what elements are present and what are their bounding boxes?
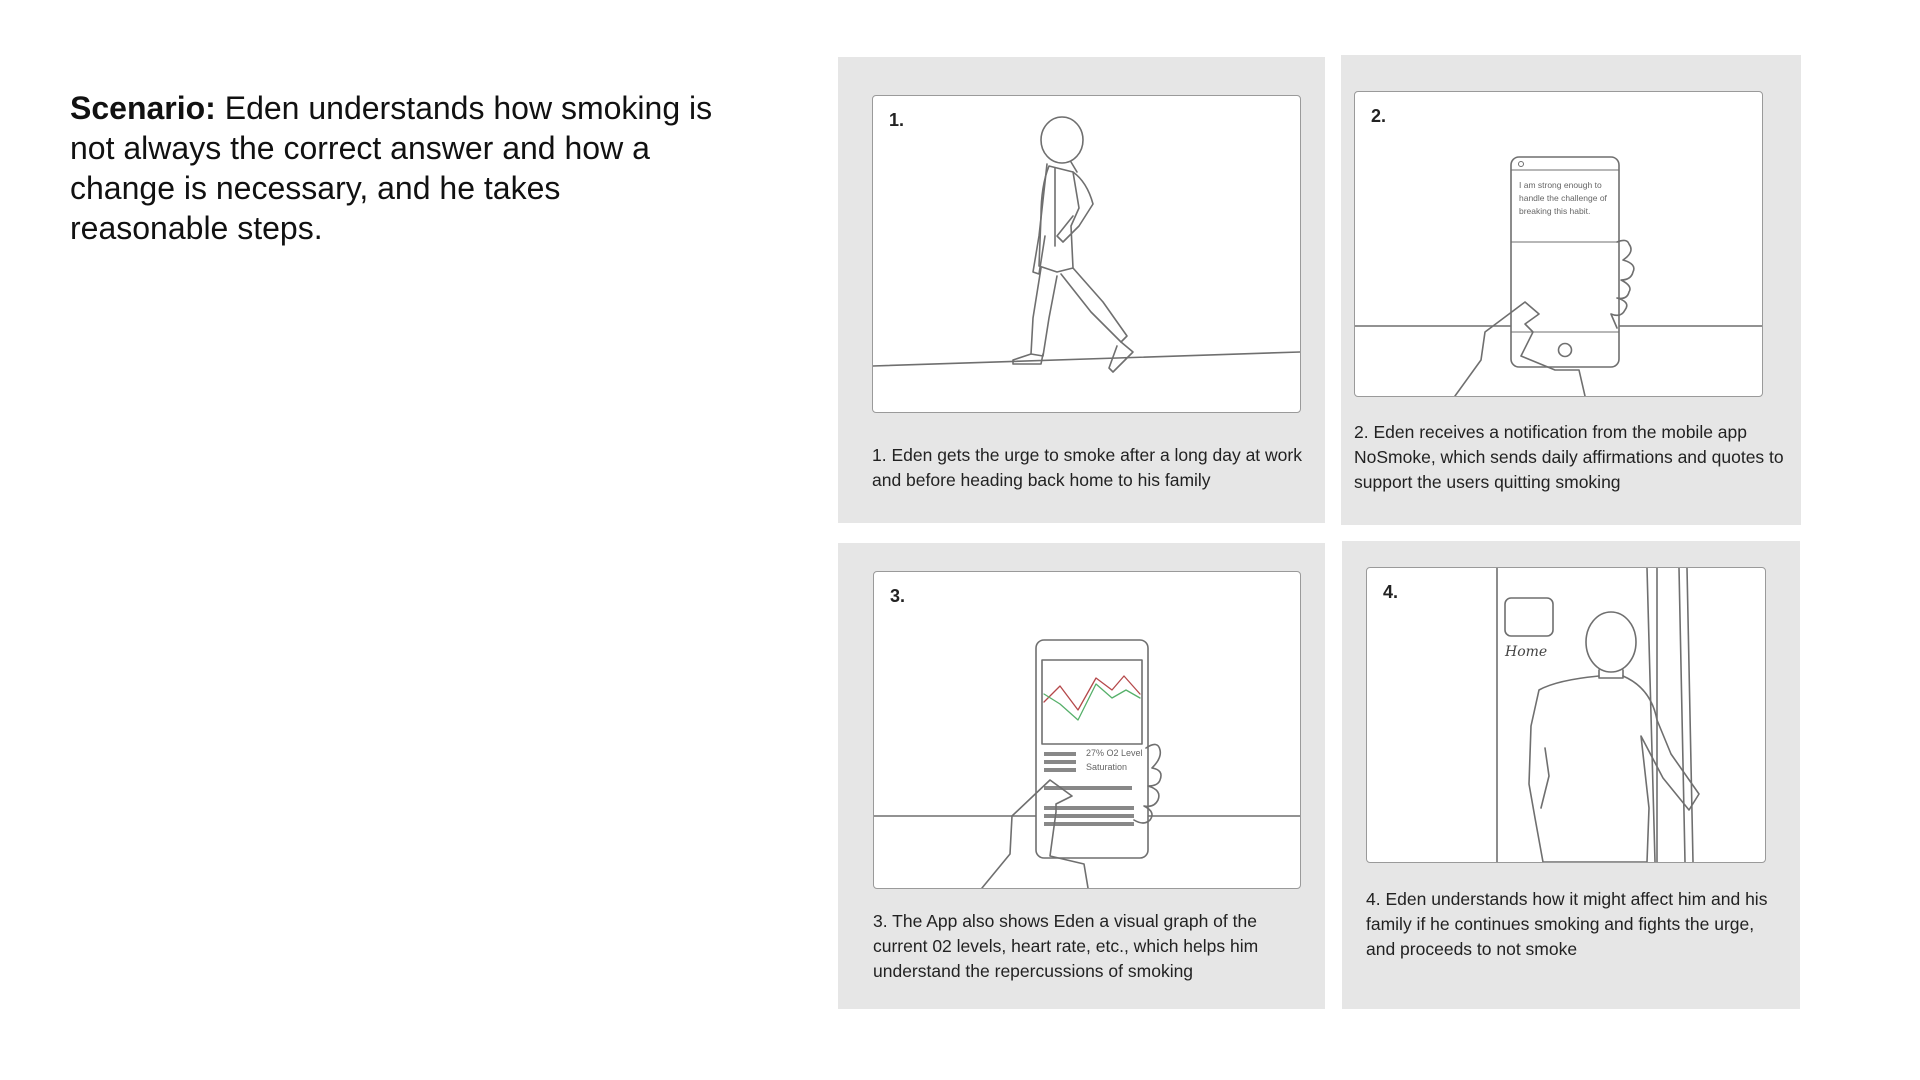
panel-number-3: 3. — [890, 586, 906, 606]
storyboard-card-3 — [838, 543, 1325, 1009]
panel-number-4: 4. — [1383, 582, 1399, 602]
panel-caption-1: 1. Eden gets the urge to smoke after a long day at work and before heading back home to his family — [872, 445, 1302, 490]
panel-frame-1 — [872, 95, 1301, 413]
man-at-door-illustration — [1367, 568, 1765, 862]
scenario-label: Scenario: — [70, 90, 216, 126]
home-sign-text: Home — [1505, 644, 1548, 660]
walking-man-illustration — [873, 96, 1300, 412]
panel-frame-3 — [873, 571, 1301, 889]
panel-caption-4: 4. Eden understands how it might affect him and his family if he continues smoking and fights the urge, and proceeds to not smoke — [1366, 889, 1768, 959]
panel-caption-3: 3. The App also shows Eden a visual graph of the current 02 levels, heart rate, etc., which helps him understand the repercussions of smoking — [873, 911, 1259, 981]
panel-number-2: 2. — [1371, 106, 1387, 126]
storyboard-card-4 — [1342, 541, 1800, 1009]
storyboard-card-1 — [838, 57, 1325, 523]
panel-number-1: 1. — [889, 110, 905, 130]
panel-frame-4 — [1366, 567, 1766, 863]
phone-message-line-2: handle the challenge of — [1519, 193, 1607, 203]
phone-message-line-1: I am strong enough to — [1519, 180, 1602, 190]
scenario-text — [70, 88, 720, 248]
scenario-description: Eden understands how smoking is not always the correct answer and how a change is necessary, and he takes reasonable steps. — [70, 90, 713, 246]
panel-frame-2 — [1354, 91, 1763, 397]
phone-notification-illustration — [1355, 92, 1762, 396]
phone-graph-illustration — [874, 572, 1300, 888]
storyboard-card-2 — [1341, 55, 1801, 525]
panel-caption-2: 2. Eden receives a notification from the mobile app NoSmoke, which sends daily affirmations and quotes to support the users quitting smoking — [1354, 422, 1784, 492]
phone-o2-level-text: 27% O2 Level — [1086, 748, 1143, 758]
phone-message-line-3: breaking this habit. — [1519, 206, 1591, 216]
phone-saturation-text: Saturation — [1086, 762, 1128, 772]
